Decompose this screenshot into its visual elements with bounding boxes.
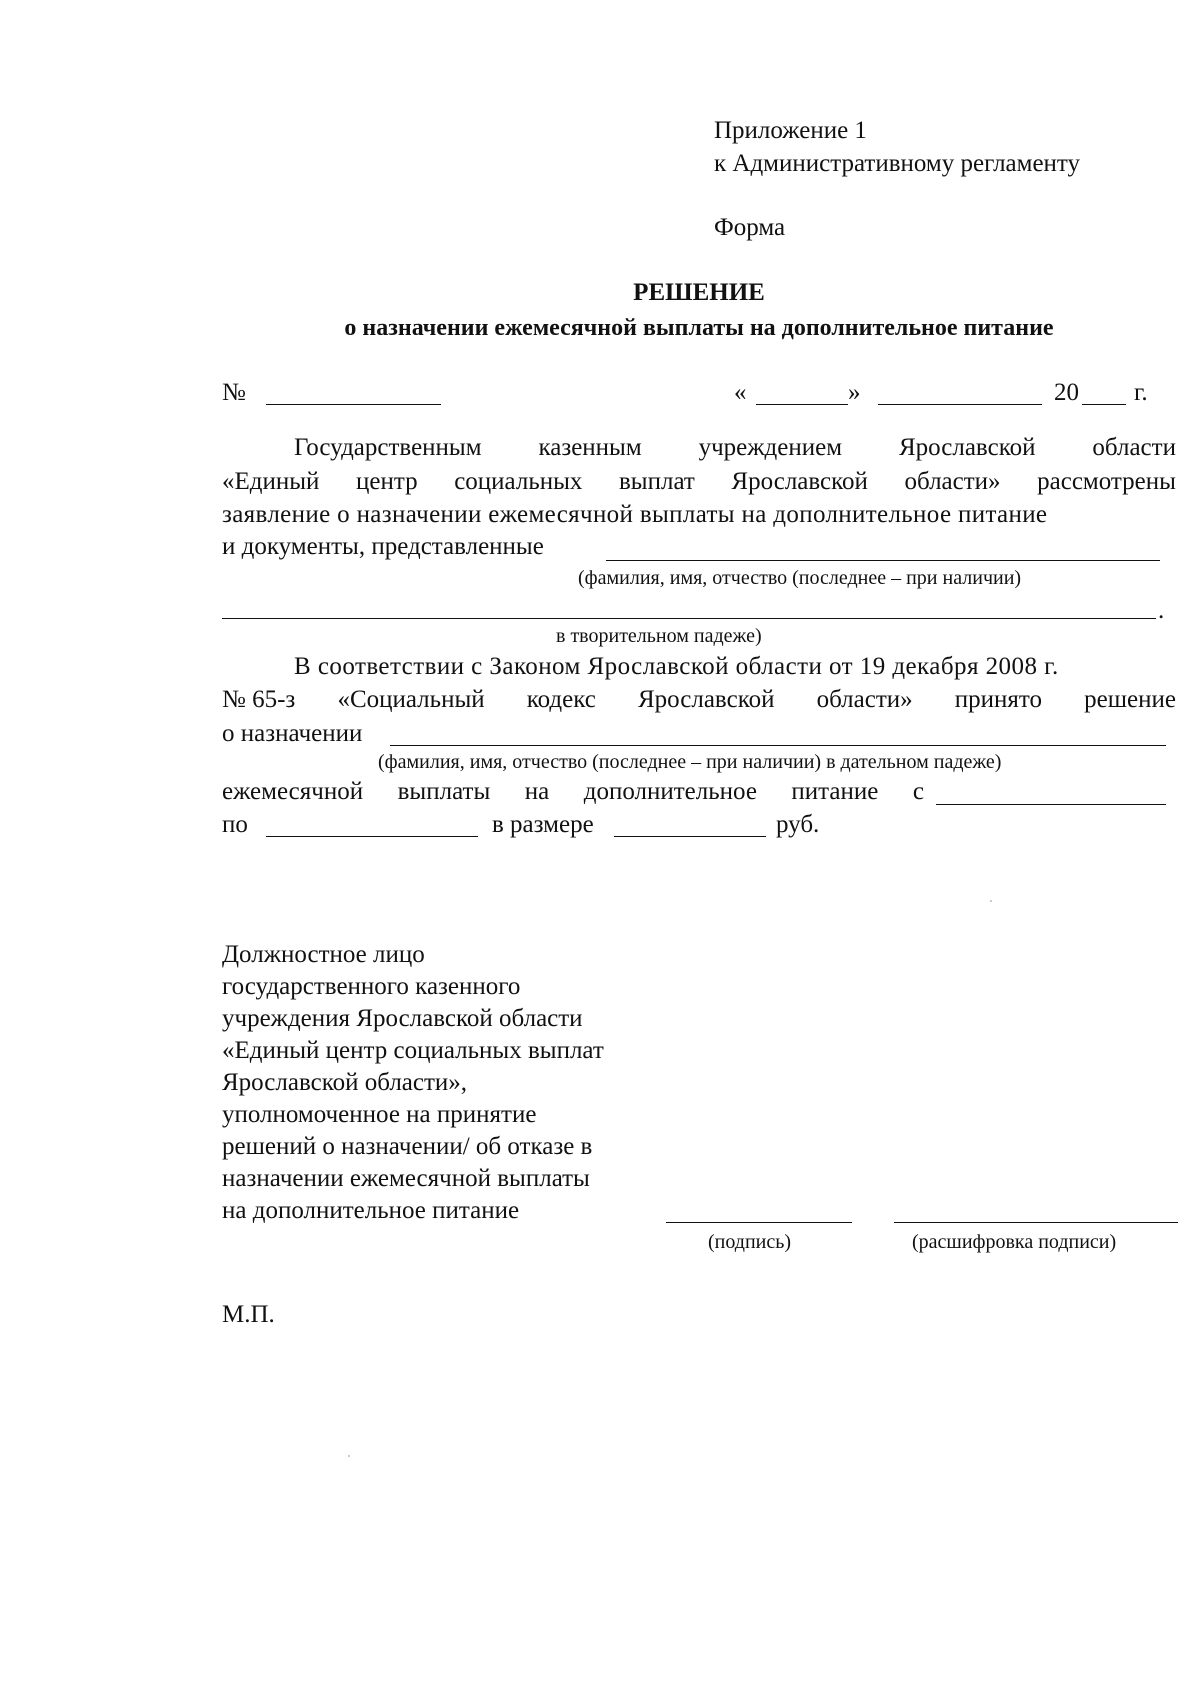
p2-line-5-rub: руб.	[776, 811, 820, 838]
official-line-3: учреждения Ярославской области	[222, 1005, 583, 1032]
official-line-7: решений о назначении/ об отказе в	[222, 1133, 593, 1160]
form-label: Форма	[714, 214, 786, 241]
p2-line-1: В соответствии с Законом Ярославской области от 19 декабря 2008 г.	[294, 653, 1059, 680]
word: на	[524, 778, 550, 805]
word: учреждением	[698, 434, 843, 461]
signature-decoding-caption: (расшифровка подписи)	[912, 1231, 1117, 1253]
word: «Единый	[222, 468, 320, 495]
word: дополнительное	[583, 778, 757, 805]
dative-case-caption: (фамилия, имя, отчество (последнее – при наличии) в дательном падеже)	[378, 751, 1002, 773]
scan-speck	[990, 900, 992, 902]
word: области»	[904, 468, 1001, 495]
word: Ярославской	[637, 686, 775, 713]
p1-line-5-end: .	[1158, 597, 1165, 624]
p1-line-4: и документы, представленные	[222, 533, 544, 560]
word: принято	[954, 686, 1043, 713]
recipient-name-blank[interactable]	[390, 745, 1166, 746]
p1-line-3: заявление о назначении ежемесячной выплаты на дополнительное питание	[222, 501, 1048, 528]
official-line-1: Должностное лицо	[222, 941, 425, 968]
number-sign: №	[222, 379, 246, 406]
p2-line-2	[222, 685, 1176, 715]
appendix-line-2: к Административному регламенту	[714, 150, 1081, 177]
day-blank[interactable]	[756, 404, 848, 405]
stamp-place-label: М.П.	[222, 1301, 275, 1328]
end-date-blank[interactable]	[266, 836, 478, 837]
applicant-name-caption: (фамилия, имя, отчество (последнее – при наличии)	[578, 567, 1022, 589]
word: «Социальный	[337, 686, 485, 713]
word: с	[912, 778, 924, 805]
year-blank[interactable]	[1082, 404, 1126, 405]
document-subtitle: о назначении ежемесячной выплаты на дополнительное питание	[344, 315, 1054, 341]
appendix-line-1: Приложение 1	[714, 117, 867, 144]
date-quote-open: «	[734, 379, 747, 406]
official-line-6: уполномоченное на принятие	[222, 1101, 537, 1128]
word: Ярославской	[731, 468, 868, 495]
word: № 65-з	[222, 686, 296, 713]
p1-line-1	[294, 433, 1176, 463]
word: области	[1092, 434, 1176, 461]
signature-blank[interactable]	[666, 1222, 852, 1223]
word: социальных	[454, 468, 583, 495]
p1-line-2	[222, 467, 1176, 497]
word: казенным	[538, 434, 642, 461]
scan-speck	[348, 1455, 350, 1457]
word: центр	[356, 468, 418, 495]
date-quote-close: »	[848, 379, 861, 406]
official-line-4: «Единый центр социальных выплат	[222, 1037, 604, 1064]
applicant-name-blank[interactable]	[606, 560, 1160, 561]
official-line-8: назначении ежемесячной выплаты	[222, 1165, 590, 1192]
word: решение	[1084, 686, 1176, 713]
signature-caption: (подпись)	[708, 1231, 792, 1253]
number-blank[interactable]	[266, 404, 441, 405]
word: ежемесячной	[222, 778, 364, 805]
word: Ярославской	[898, 434, 1036, 461]
start-date-blank[interactable]	[936, 804, 1166, 805]
applicant-name-blank-2[interactable]	[222, 618, 1156, 619]
word: кодекс	[526, 686, 596, 713]
p2-line-5-po: по	[222, 811, 248, 838]
word: питание	[791, 778, 879, 805]
word: Государственным	[294, 434, 482, 461]
amount-blank[interactable]	[614, 836, 766, 837]
word: выплаты	[397, 778, 491, 805]
signature-decoding-blank[interactable]	[894, 1222, 1178, 1223]
official-line-2: государственного казенного	[222, 973, 521, 1000]
word: области»	[816, 686, 913, 713]
word: рассмотрены	[1037, 468, 1176, 495]
p2-line-4	[222, 777, 924, 807]
official-line-9: на дополнительное питание	[222, 1197, 520, 1224]
year-suffix: г.	[1134, 379, 1148, 406]
instrumental-case-caption: в творительном падеже)	[556, 625, 762, 647]
document-title: РЕШЕНИЕ	[633, 279, 765, 306]
month-blank[interactable]	[878, 404, 1042, 405]
p2-line-5-size: в размере	[492, 811, 594, 838]
word: выплат	[619, 468, 695, 495]
year-prefix: 20	[1054, 379, 1079, 406]
p2-line-3: о назначении	[222, 720, 363, 747]
official-line-5: Ярославской области»,	[222, 1069, 468, 1096]
